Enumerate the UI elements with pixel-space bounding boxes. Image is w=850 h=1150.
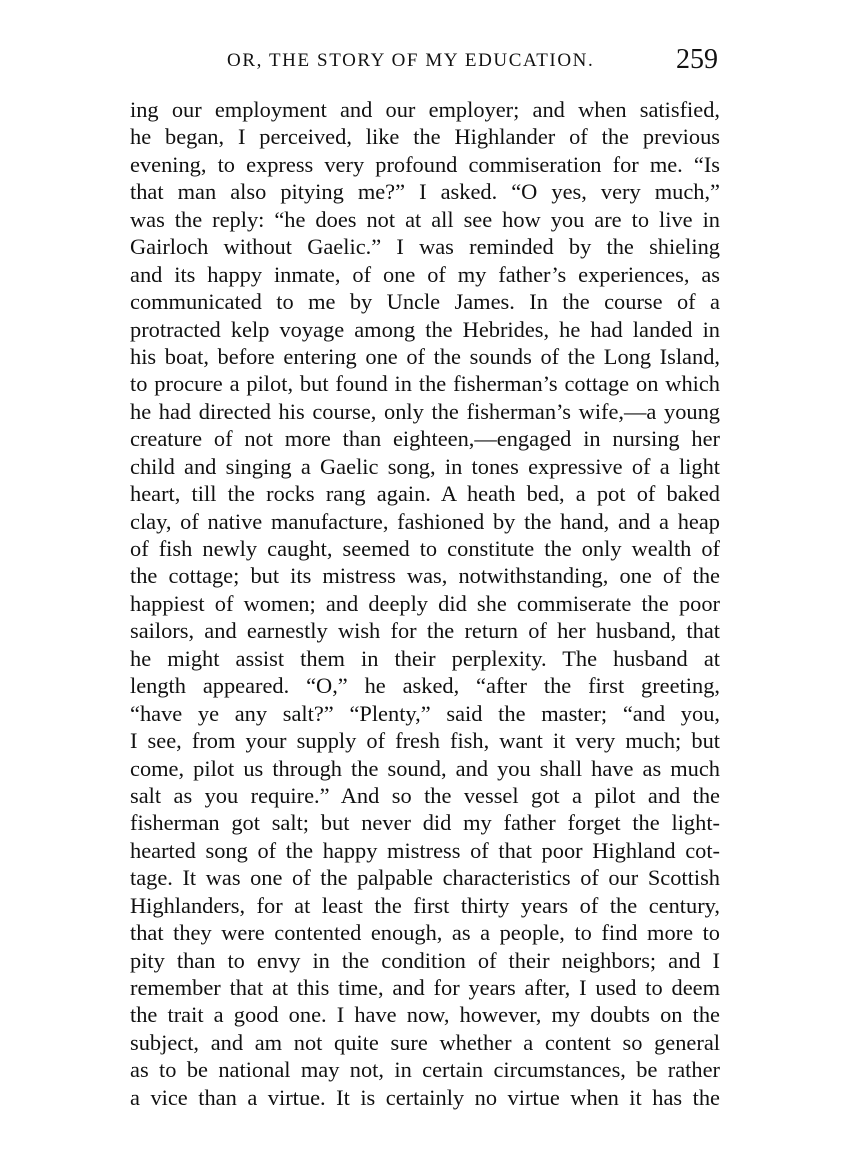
text-line: evening, to express very profound commiseration for me. “Is bbox=[130, 151, 720, 177]
text-line: he had directed his course, only the fisherman’s wife,—a young bbox=[130, 398, 720, 424]
text-line: length appeared. “O,” he asked, “after the first greeting, bbox=[130, 673, 720, 699]
running-head bbox=[130, 46, 720, 80]
text-line: ing our employment and our employer; and when satisfied, bbox=[130, 97, 720, 122]
text-line: protracted kelp voyage among the Hebrides, he had landed in bbox=[130, 316, 720, 342]
text-line: pity than to envy in the condition of their neighbors; and I bbox=[130, 947, 720, 973]
text-line: the trait a good one. I have now, however, my doubts on the bbox=[130, 1002, 720, 1028]
text-line: that they were contented enough, as a people, to find more to bbox=[130, 920, 720, 946]
text-line: fisherman got salt; but never did my father forget the light- bbox=[130, 810, 720, 836]
text-line: remember that at this time, and for years after, I used to deem bbox=[130, 975, 720, 1000]
running-title: OR, THE STORY OF MY EDUCATION. bbox=[227, 50, 595, 71]
text-line: as to be national may not, in certain circumstances, be rather bbox=[130, 1057, 720, 1083]
text-line: Gairloch without Gaelic.” I was reminded by the shieling bbox=[130, 234, 720, 260]
text-line: the cottage; but its mistress was, notwithstanding, one of the bbox=[130, 563, 720, 589]
text-line: of fish newly caught, seemed to constitute the only wealth of bbox=[130, 536, 720, 561]
text-line: “have ye any salt?” “Plenty,” said the master; “and you, bbox=[130, 700, 720, 726]
text-line: salt as you require.” And so the vessel got a pilot and the bbox=[130, 782, 720, 808]
text-line: creature of not more than eighteen,—engaged in nursing her bbox=[130, 426, 720, 452]
text-line: tage. It was one of the palpable characteristics of our Scottish bbox=[130, 865, 720, 891]
text-line: he began, I perceived, like the Highlander of the previous bbox=[130, 124, 720, 150]
body-text bbox=[130, 96, 720, 1111]
text-line: communicated to me by Uncle James. In the course of a bbox=[130, 289, 720, 315]
text-line: hearted song of the happy mistress of that poor Highland cot- bbox=[130, 837, 720, 863]
text-line: I see, from your supply of fresh fish, want it very much; but bbox=[130, 728, 720, 754]
page-number: 259 bbox=[676, 44, 718, 75]
text-line: clay, of native manufacture, fashioned by the hand, and a heap bbox=[130, 508, 720, 534]
text-line: subject, and am not quite sure whether a content so general bbox=[130, 1029, 720, 1055]
text-line: to procure a pilot, but found in the fisherman’s cottage on which bbox=[130, 371, 720, 397]
text-line: happiest of women; and deeply did she commiserate the poor bbox=[130, 590, 720, 616]
text-line: his boat, before entering one of the sounds of the Long Island, bbox=[130, 343, 720, 369]
text-line: heart, till the rocks rang again. A heath bed, a pot of baked bbox=[130, 481, 720, 507]
text-line: sailors, and earnestly wish for the return of her husband, that bbox=[130, 618, 720, 644]
text-line: come, pilot us through the sound, and you shall have as much bbox=[130, 755, 720, 781]
text-line: he might assist them in their perplexity. The husband at bbox=[130, 645, 720, 671]
text-line: and its happy inmate, of one of my father’s experiences, as bbox=[130, 261, 720, 287]
text-line: that man also pitying me?” I asked. “O yes, very much,” bbox=[130, 179, 720, 205]
text-line: Highlanders, for at least the first thirty years of the century, bbox=[130, 892, 720, 918]
text-line: a vice than a virtue. It is certainly no virtue when it has the bbox=[130, 1084, 720, 1110]
text-line: child and singing a Gaelic song, in tones expressive of a light bbox=[130, 453, 720, 479]
text-line: was the reply: “he does not at all see how you are to live in bbox=[130, 206, 720, 232]
